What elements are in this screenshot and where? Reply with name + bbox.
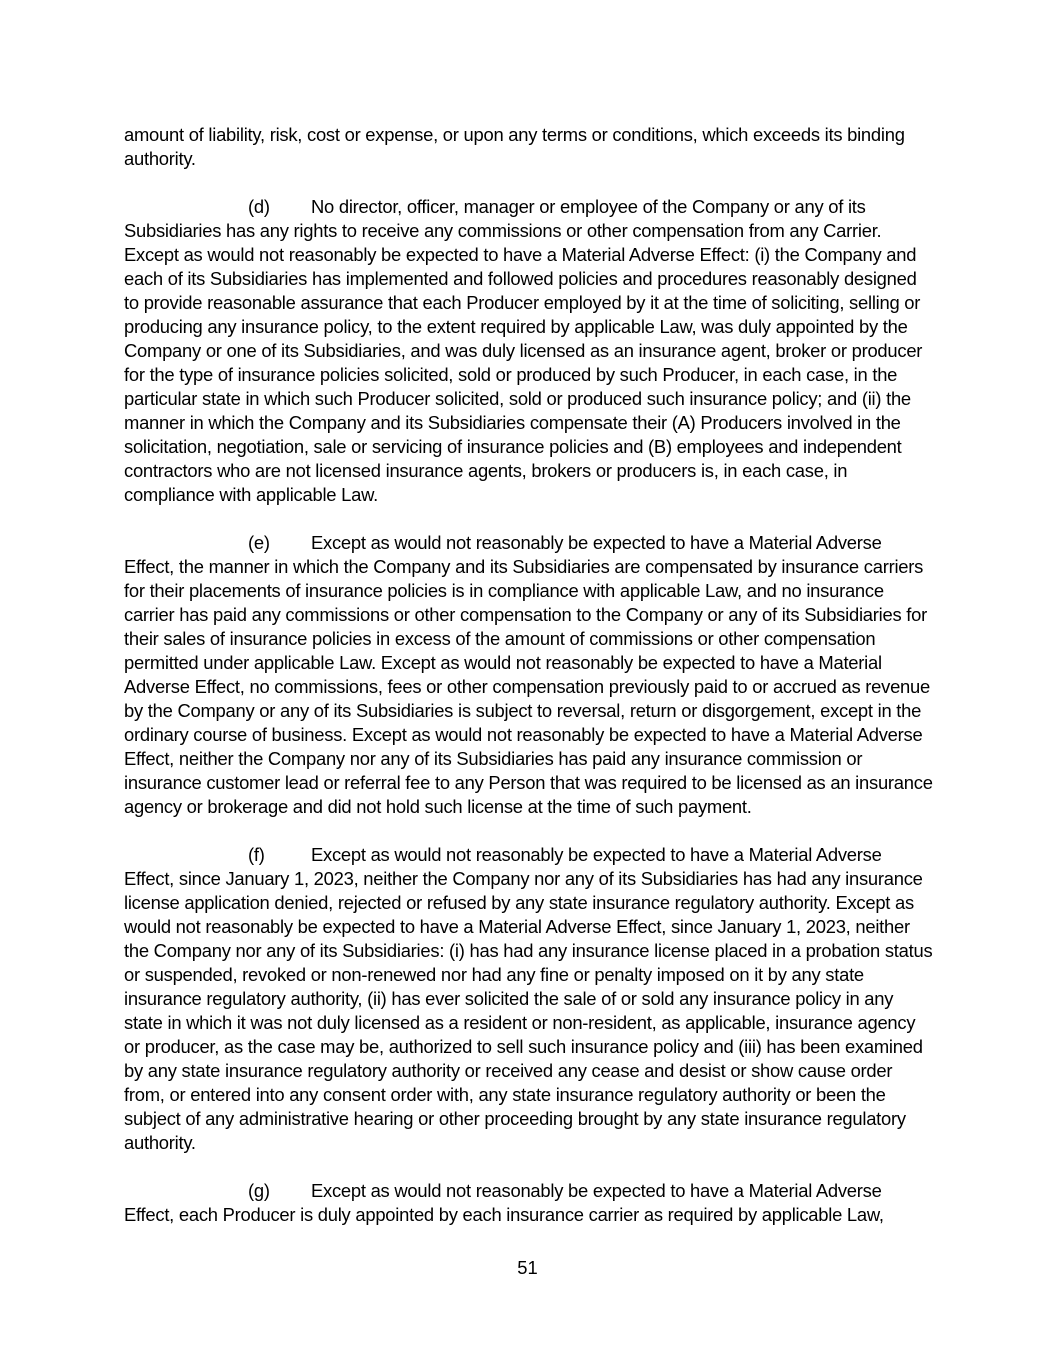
section-marker: (g) xyxy=(248,1180,270,1201)
section-f xyxy=(124,843,934,1155)
section-text: Except as would not reasonably be expected to have a Material Adverse Effect, since January 1, 2023, neither the Company nor any of its Subsidiaries has had any insurance license application denied, rejected or refused by any state insurance regulatory authority. Except as would not reasonably be expected to have a Material Adverse Effect, since January 1, 2023, neither the Company nor any of its Subsidiaries: (i) has had any insurance license placed in a probation status or suspended, revoked or non-renewed nor had any fine or penalty imposed on it by any state insurance regulatory authority, (ii) has ever solicited the sale of or sold any insurance policy in any state in which it was not duly licensed as a resident or non-resident, as applicable, insurance agency or producer, as the case may be, authorized to sell such insurance policy and (iii) has been examined by any state insurance regulatory authority or received any cease and desist or show cause order from, or entered into any consent order with, any state insurance regulatory authority or been the subject of any administrative hearing or other proceeding brought by any state insurance regulatory authority. xyxy=(124,844,933,1153)
continuation-paragraph: amount of liability, risk, cost or expense, or upon any terms or conditions, which exceeds its binding authority. xyxy=(124,124,905,169)
section-marker: (e) xyxy=(248,532,270,553)
section-text: Except as would not reasonably be expected to have a Material Adverse Effect, each Producer is duly appointed by each insurance carrier as required by applicable Law, xyxy=(124,1180,884,1225)
section-text: No director, officer, manager or employee of the Company or any of its Subsidiaries has any rights to receive any commissions or other compensation from any Carrier. Except as would not reasonably be expected to have a Material Adverse Effect: (i) the Company and each of its Subsidiaries has implemented and followed policies and procedures reasonably designed to provide reasonable assurance that each Producer employed by it at the time of soliciting, selling or producing any insurance policy, to the extent required by applicable Law, was duly appointed by the Company or one of its Subsidiaries, and was duly licensed as an insurance agent, broker or producer for the type of insurance policies solicited, sold or produced by such Producer, in each case, in the particular state in which such Producer solicited, sold or produced such insurance policy; and (ii) the manner in which the Company and its Subsidiaries compensate their (A) Producers involved in the solicitation, negotiation, sale or servicing of insurance policies and (B) employees and independent contractors who are not licensed insurance agents, brokers or producers is, in each case, in compliance with applicable Law. xyxy=(124,196,923,505)
section-d xyxy=(124,195,934,507)
section-marker: (f) xyxy=(248,844,265,865)
page-number: 51 xyxy=(517,1257,538,1278)
document-body xyxy=(124,123,934,1251)
section-e xyxy=(124,531,934,819)
section-g xyxy=(124,1179,934,1227)
section-text: Except as would not reasonably be expected to have a Material Adverse Effect, the manner in which the Company and its Subsidiaries are compensated by insurance carriers for their placements of insurance policies is in compliance with applicable Law, and no insurance carrier has paid any commissions or other compensation to the Company or any of its Subsidiaries for their sales of insurance policies in excess of the amount of commissions or other compensation permitted under applicable Law. Except as would not reasonably be expected to have a Material Adverse Effect, no commissions, fees or other compensation previously paid to or accrued as revenue by the Company or any of its Subsidiaries is subject to reversal, return or disgorgement, except in the ordinary course of business. Except as would not reasonably be expected to have a Material Adverse Effect, neither the Company nor any of its Subsidiaries has paid any insurance commission or insurance customer lead or referral fee to any Person that was required to be licensed as an insurance agency or brokerage and did not hold such license at the time of such payment. xyxy=(124,532,933,817)
section-marker: (d) xyxy=(248,196,270,217)
